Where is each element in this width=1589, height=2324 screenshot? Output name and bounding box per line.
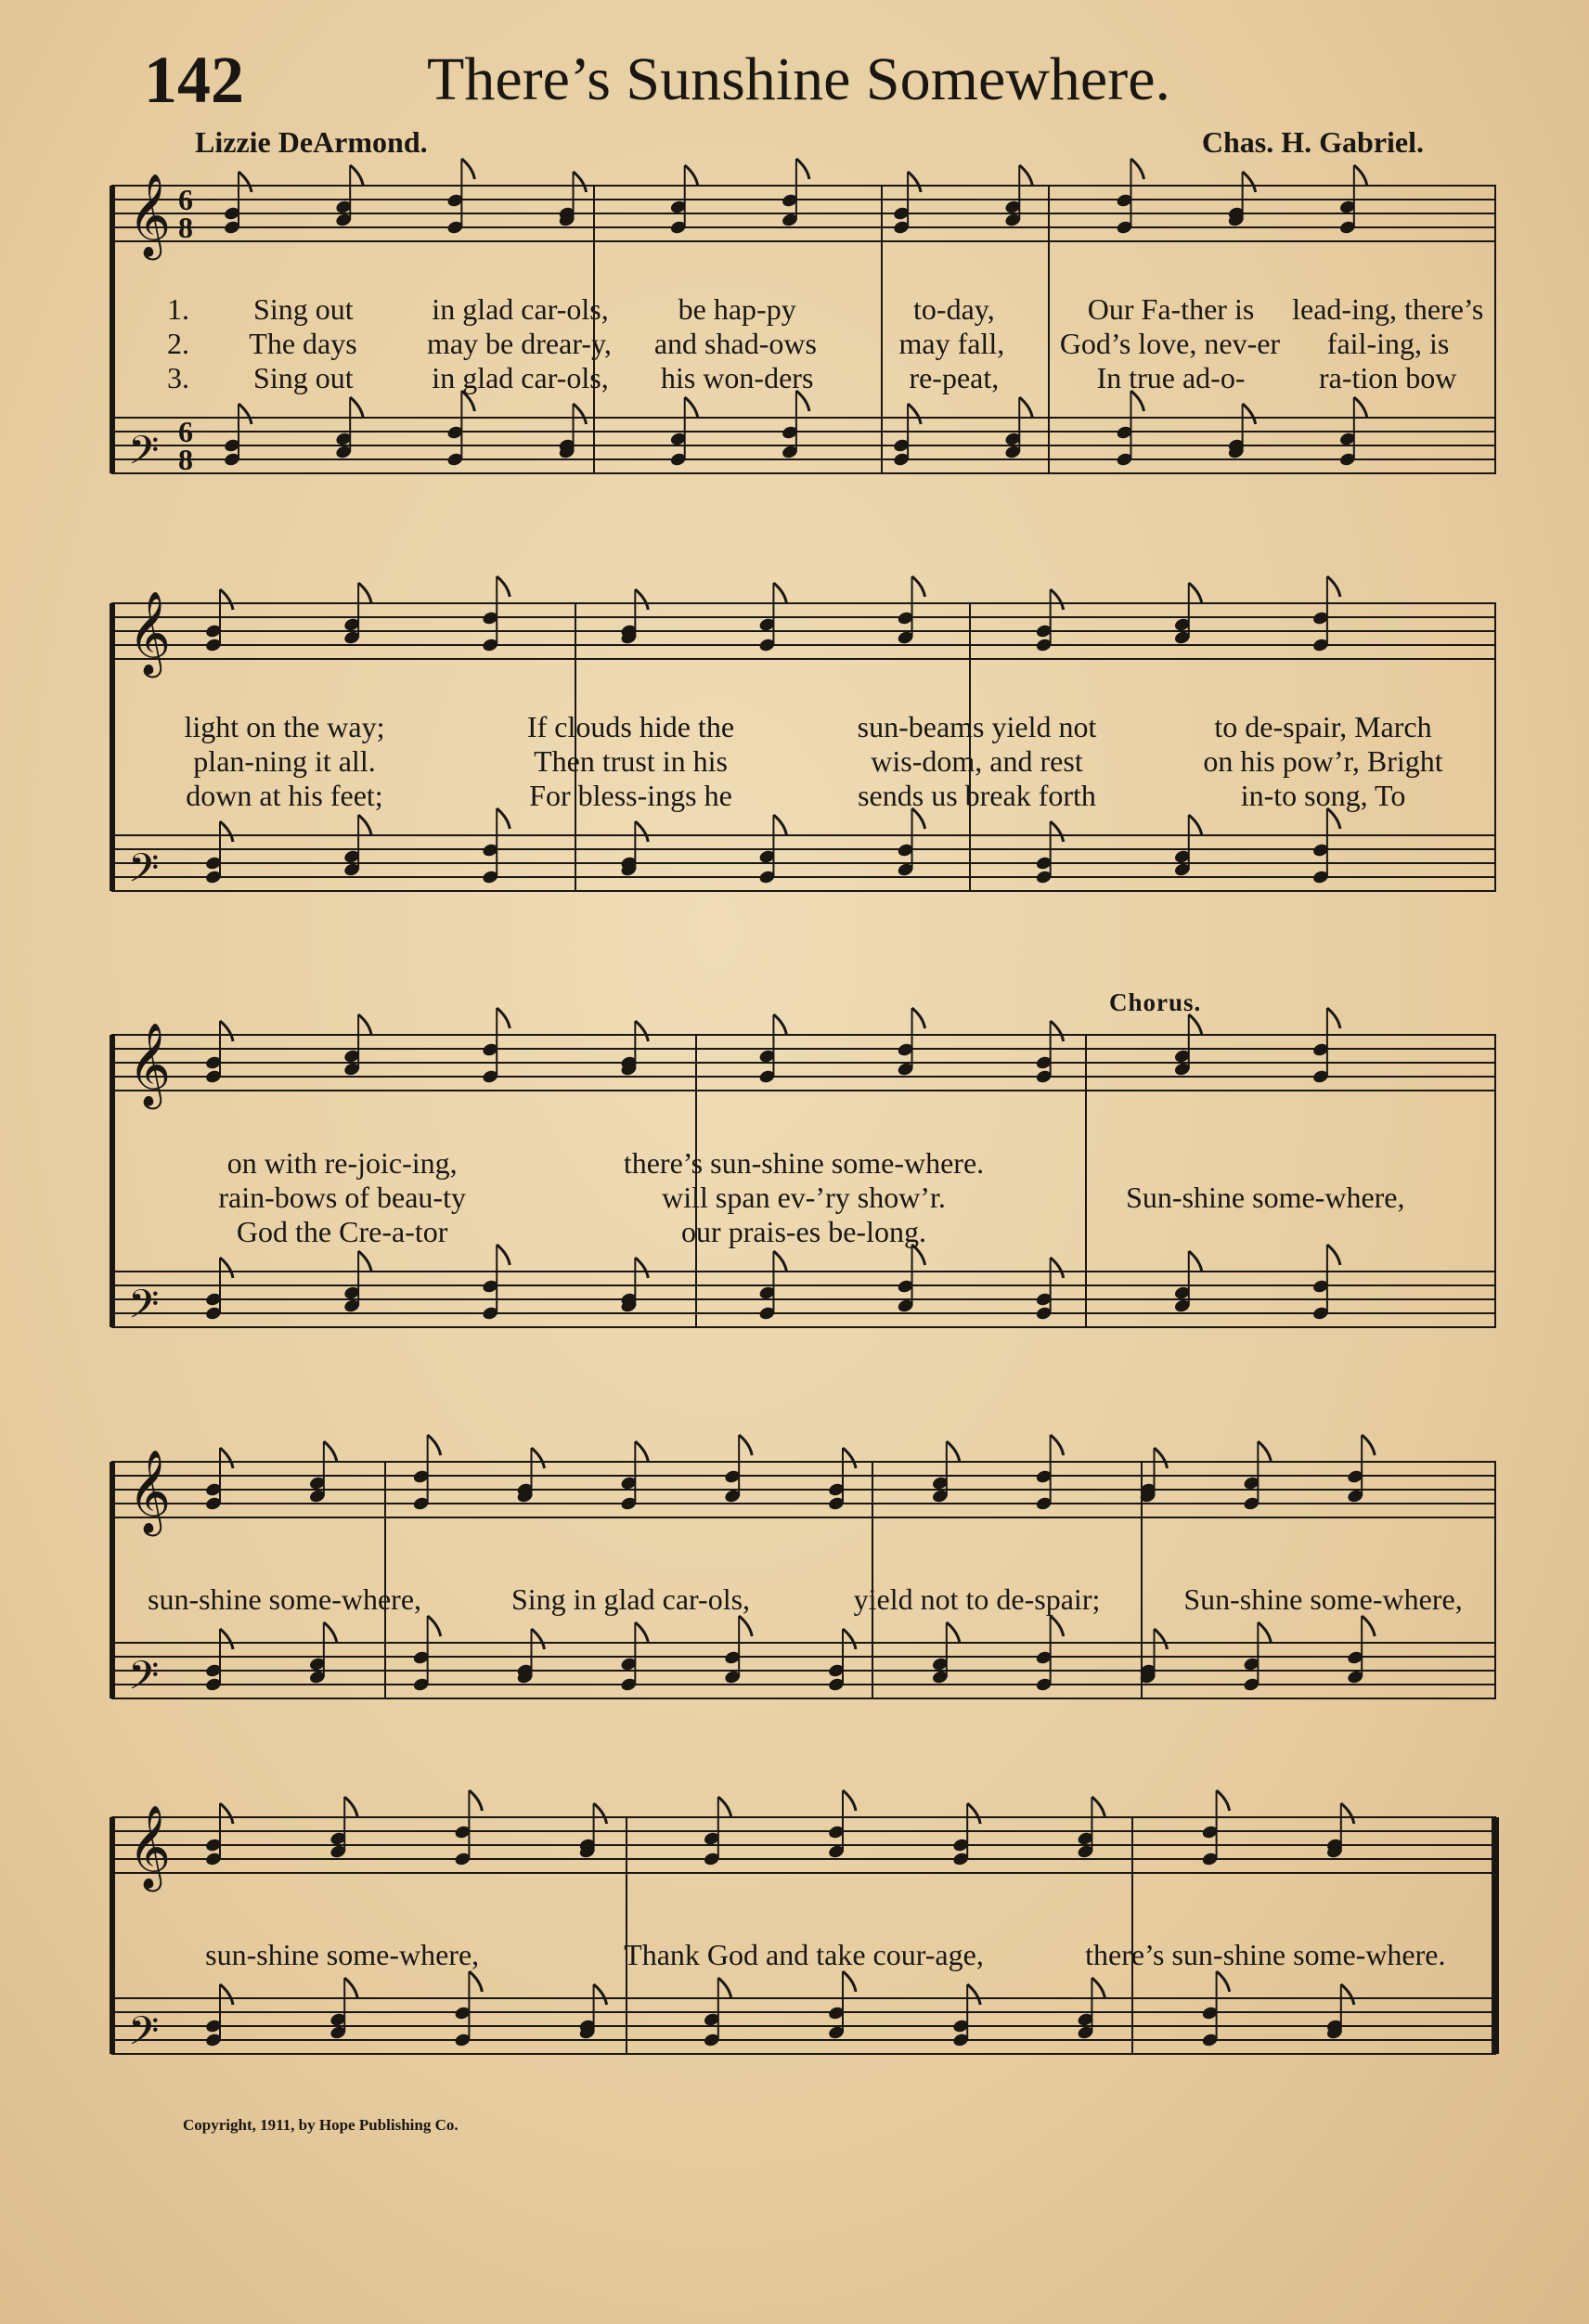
time-signature: 6 [178, 415, 193, 448]
verse-number: 2. [167, 327, 189, 360]
lyric-word: Sun-shine some-where, [1126, 1181, 1405, 1214]
lyric-word: sun-shine some-where, [205, 1938, 480, 1971]
chorus-label: Chorus. [1109, 988, 1202, 1016]
lyric-line [111, 1938, 1496, 1972]
treble-staff [111, 1790, 1496, 1892]
lyric-word: For bless-ings he [529, 779, 732, 812]
lyric-word: sends us break forth [858, 779, 1096, 812]
treble-clef-icon: 𝄞 [128, 1450, 172, 1533]
copyright-notice: Copyright, 1911, by Hope Publishing Co. [183, 2116, 459, 2134]
time-signature: 8 [178, 443, 193, 476]
lyric-line [111, 1146, 1496, 1181]
hymn-title: There’s Sunshine Somewhere. [427, 45, 1170, 113]
lyric-word: rain-bows of beau-ty [218, 1181, 466, 1214]
lyric-word: there’s sun-shine some-where. [623, 1146, 985, 1180]
bass-staff [111, 1616, 1496, 1709]
treble-clef-icon: 𝄞 [128, 174, 172, 257]
lyric-word: Our Fa-ther is [1087, 292, 1255, 326]
bass-staff [111, 808, 1496, 901]
treble-staff [111, 576, 1496, 678]
lyric-word: in glad car-ols, [432, 361, 609, 394]
lyric-word: light on the way; [184, 710, 385, 743]
lyric-word: Sing out [253, 292, 354, 326]
lyric-word: re-peat, [909, 361, 1000, 394]
lyric-word: to de-spair, March [1214, 710, 1432, 743]
lyric-word: on with re-joic-ing, [226, 1146, 458, 1180]
verse-number: 3. [167, 361, 189, 394]
bass-clef-icon: 𝄢 [128, 428, 160, 484]
lyric-word: and shad-ows [653, 327, 817, 360]
treble-clef-icon: 𝄞 [128, 591, 172, 675]
lyric-word: lead-ing, there’s [1292, 292, 1484, 326]
lyric-line [111, 779, 1496, 813]
lyric-word: be hap-py [678, 292, 796, 326]
lyric-word: Sing out [253, 361, 354, 394]
bass-staff [111, 1245, 1496, 1337]
lyric-word [1035, 1215, 1496, 1249]
lyric-word: God’s love, nev-er [1059, 327, 1281, 360]
composer-credit: Chas. H. Gabriel. [1201, 125, 1424, 159]
lyric-word: sun-shine some-where, [147, 1582, 422, 1616]
lyric-word: If clouds hide the [526, 710, 735, 743]
lyric-word: Then trust in his [534, 744, 728, 778]
time-signature: 6 [178, 183, 193, 216]
lyric-word: wis-dom, and rest [871, 744, 1083, 778]
lyric-word: In true ad-o- [1096, 361, 1246, 394]
lyric-word: Thank God and take cour-age, [624, 1938, 984, 1971]
lyric-line [111, 327, 1496, 361]
lyric-line [111, 710, 1496, 744]
lyric-word: may fall, [898, 327, 1005, 360]
bass-staff [111, 391, 1496, 484]
time-signature: 8 [178, 211, 193, 244]
verse-number: 1. [167, 292, 189, 326]
lyric-word: to-day, [913, 292, 995, 326]
lyric-word: in-to song, To [1240, 779, 1406, 812]
lyric-word: may be drear-y, [426, 327, 612, 360]
bass-clef-icon: 𝄢 [128, 846, 160, 901]
treble-staff [111, 1008, 1496, 1110]
lyric-word: will span ev-’ry show’r. [662, 1181, 946, 1214]
lyric-word: sun-beams yield not [857, 710, 1097, 743]
bass-staff [111, 1971, 1496, 2064]
lyric-line [111, 1181, 1496, 1215]
lyric-word: there’s sun-shine some-where. [1085, 1938, 1446, 1971]
lyric-word: plan-ning it all. [193, 744, 376, 778]
lyric-line [111, 744, 1496, 779]
lyric-word: fail-ing, is [1326, 327, 1450, 360]
lyric-word: The days [249, 327, 357, 360]
lyric-word: his won-ders [660, 361, 814, 394]
lyric-word: Sun-shine some-where, [1183, 1582, 1463, 1616]
lyric-word [1035, 1146, 1496, 1181]
lyric-word: ra-tion bow [1318, 361, 1457, 394]
lyric-word: down at his feet; [186, 779, 383, 812]
lyric-word: on his pow’r, Bright [1203, 744, 1443, 778]
lyric-line [111, 361, 1496, 395]
treble-clef-icon: 𝄞 [128, 1023, 172, 1106]
hymn-number: 142 [144, 43, 244, 117]
lyric-word: yield not to de-spair; [853, 1582, 1101, 1616]
lyric-line [111, 1582, 1496, 1617]
author-credit: Lizzie DeArmond. [195, 125, 428, 159]
treble-staff [111, 1435, 1496, 1537]
treble-clef-icon: 𝄞 [128, 1805, 172, 1889]
lyric-word: Sing in glad car-ols, [510, 1582, 751, 1616]
lyric-word: God the Cre-a-tor [236, 1215, 448, 1248]
bass-clef-icon: 𝄢 [128, 1282, 160, 1337]
lyric-word: our prais-es be-long. [681, 1215, 926, 1248]
lyric-word: in glad car-ols, [432, 292, 609, 326]
treble-staff [111, 159, 1496, 261]
lyric-line [111, 292, 1496, 327]
bass-clef-icon: 𝄢 [128, 1653, 160, 1709]
lyric-line [111, 1215, 1496, 1249]
bass-clef-icon: 𝄢 [128, 2008, 160, 2064]
